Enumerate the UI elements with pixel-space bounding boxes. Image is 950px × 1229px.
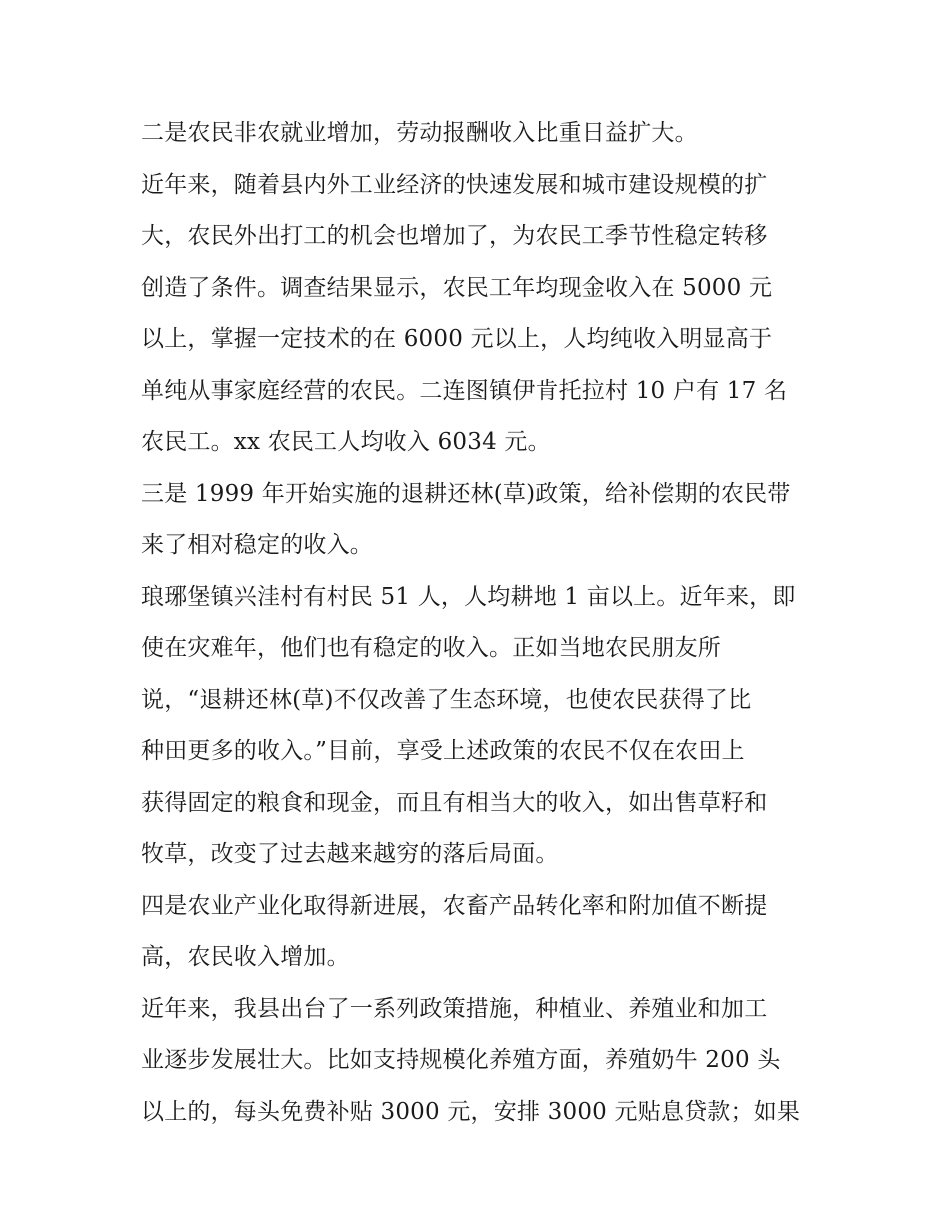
text-line: 创造了条件。调查结果显示，农民工年均现金收入在 5000 元 [141, 274, 773, 301]
text-line: 近年来，随着县内外工业经济的快速发展和城市建设规模的扩 [141, 171, 768, 198]
text-line: 高，农民收入增加。 [141, 944, 350, 970]
text-line: 来了相对稳定的收入。 [141, 532, 373, 558]
text-line: 二是农民非农就业增加，劳动报酬收入比重日益扩大。 [141, 120, 698, 146]
text-line: 使在灾难年，他们也有稳定的收入。正如当地农民朋友所 [141, 635, 721, 661]
text-line: 农民工。xx 农民工人均收入 6034 元。 [141, 429, 551, 455]
text-line: 大，农民外出打工的机会也增加了，为农民工季节性稳定转移 [141, 223, 768, 249]
text-line: 单纯从事家庭经营的农民。二连图镇伊肯托拉村 10 户有 17 名 [141, 377, 788, 404]
text-line: 牧草，改变了过去越来越穷的落后局面。 [141, 841, 559, 867]
text-line: 业逐步发展壮大。比如支持规模化养殖方面，养殖奶牛 200 头 [141, 1047, 781, 1073]
text-line: 四是农业产业化取得新进展，农畜产品转化率和附加值不断提 [141, 892, 768, 919]
text-line: 近年来，我县出台了一系列政策措施，种植业、养殖业和加工 [141, 995, 768, 1022]
text-line: 获得固定的粮食和现金，而且有相当大的收入，如出售草籽和 [141, 789, 768, 816]
text-line: 以上，掌握一定技术的在 6000 元以上，人均纯收入明显高于 [141, 326, 773, 352]
text-line: 琅琊堡镇兴洼村有村民 51 人，人均耕地 1 亩以上。近年来，即 [141, 583, 796, 610]
text-line: 以上的，每头免费补贴 3000 元，安排 3000 元贴息贷款；如果 [141, 1098, 801, 1125]
text-line: 说，“退耕还林(草)不仅改善了生态环境，也使农民获得了比 [141, 686, 752, 713]
text-line: 三是 1999 年开始实施的退耕还林(草)政策，给补偿期的农民带 [141, 480, 791, 507]
text-line: 种田更多的收入。”目前，享受上述政策的农民不仅在农田上 [141, 738, 745, 764]
document-body [141, 108, 813, 1138]
